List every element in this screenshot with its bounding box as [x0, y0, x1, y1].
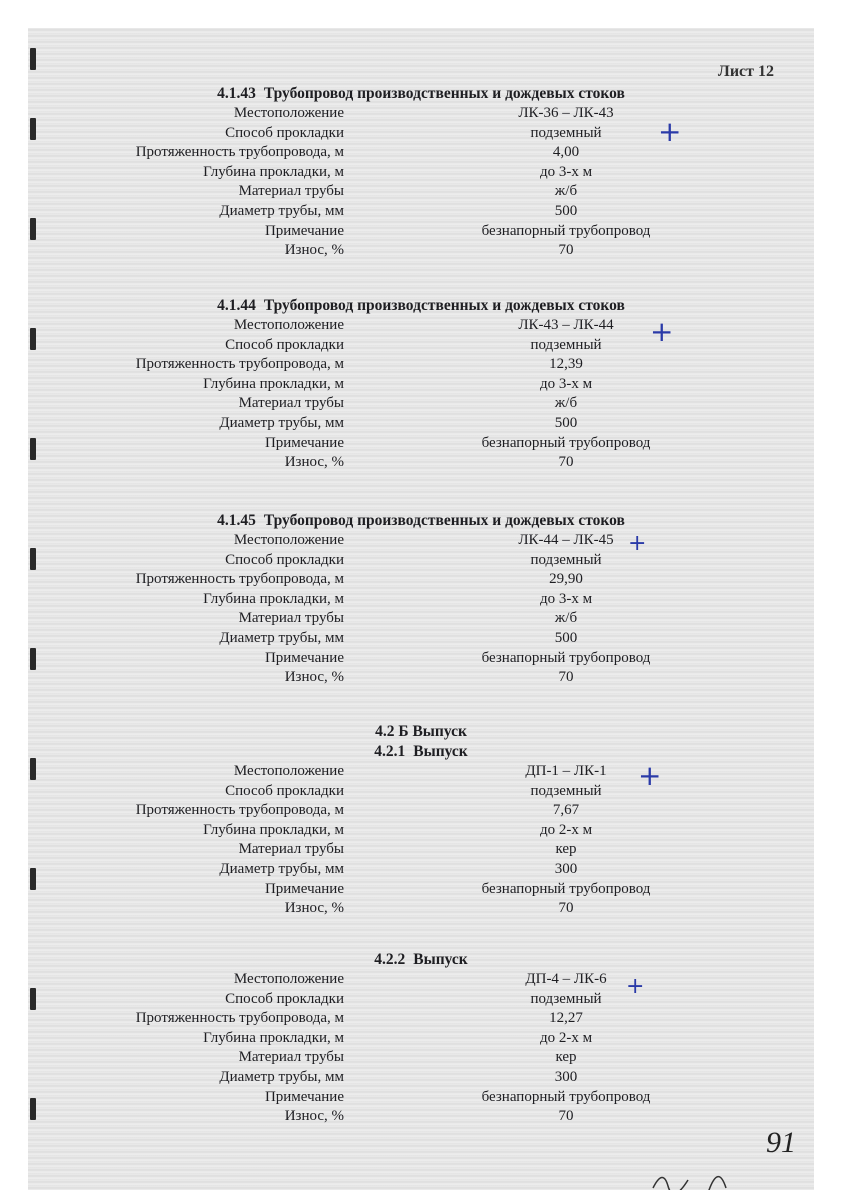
field-label: Глубина прокладки, м [203, 590, 344, 607]
field-label: Местоположение [233, 532, 344, 548]
field-value: кер [555, 841, 577, 858]
field-label: Диаметр трубы, мм [219, 860, 344, 877]
handwritten-page-number: 91 [766, 1126, 796, 1159]
field-value: до 2-х м [539, 821, 593, 838]
field-label: Примечание [264, 649, 344, 666]
field-label: Примечание [264, 1088, 344, 1105]
field-row [28, 590, 814, 610]
field-label: Протяженность трубопровода, м [135, 1010, 344, 1027]
handwritten-check-mark: + [628, 531, 647, 556]
field-row [28, 163, 814, 183]
field-label: Глубина прокладки, м [203, 375, 344, 392]
handwritten-check-mark: + [650, 315, 674, 348]
section-heading [28, 84, 814, 104]
field-row [28, 336, 814, 356]
field-label: Способ прокладки [225, 124, 344, 141]
field-label: Износ, % [284, 242, 344, 259]
field-value: до 3-х м [539, 590, 593, 607]
field-row [28, 1048, 814, 1068]
section-heading [28, 742, 814, 762]
section-title: Трубопровод производственных и дождевых стоков [263, 512, 625, 529]
field-value: 29,90 [549, 571, 583, 588]
field-row [28, 668, 814, 688]
field-row [28, 880, 814, 900]
field-value: безнапорный трубопровод [481, 649, 651, 666]
field-value: 12,27 [549, 1010, 583, 1027]
field-row [28, 241, 814, 261]
section-4-2-2 [28, 950, 814, 1127]
field-value: 70 [558, 454, 574, 471]
field-label: Местоположение [233, 105, 344, 121]
section-title: Выпуск [413, 743, 468, 760]
field-value: безнапорный трубопровод [481, 1088, 651, 1105]
document-page [28, 28, 814, 1190]
section-title: Трубопровод производственных и дождевых стоков [263, 297, 625, 314]
section-title: Выпуск [413, 951, 468, 968]
section-number: 4.2.1 [374, 743, 406, 760]
field-value: ДП-1 – ЛК-1 [525, 763, 607, 779]
field-value: до 3-х м [539, 163, 593, 180]
field-row [28, 182, 814, 202]
field-row [28, 570, 814, 590]
field-value: 70 [558, 1108, 574, 1125]
field-label: Диаметр трубы, мм [219, 1068, 344, 1085]
field-value: кер [555, 1049, 577, 1066]
binder-hole [30, 48, 36, 70]
section-number: 4.1.45 [217, 512, 256, 529]
field-row [28, 394, 814, 414]
field-row [28, 434, 814, 454]
field-value: 70 [558, 669, 574, 686]
field-label: Износ, % [284, 900, 344, 917]
field-row [28, 355, 814, 375]
field-row [28, 970, 814, 990]
field-label: Глубина прокладки, м [203, 821, 344, 838]
section-heading [28, 511, 814, 531]
group-heading: 4.2 Б Выпуск [375, 723, 467, 740]
field-row [28, 222, 814, 242]
field-value: ж/б [554, 395, 578, 412]
field-row [28, 899, 814, 919]
field-row [28, 649, 814, 669]
field-label: Протяженность трубопровода, м [135, 144, 344, 161]
field-value: безнапорный трубопровод [481, 222, 651, 239]
field-value: подземный [530, 551, 602, 568]
field-value: 300 [554, 860, 578, 877]
field-value: до 2-х м [539, 1029, 593, 1046]
field-row [28, 551, 814, 571]
section-4-2-1 [28, 722, 814, 919]
field-row [28, 1088, 814, 1108]
field-row [28, 990, 814, 1010]
field-label: Материал трубы [238, 841, 344, 858]
field-label: Диаметр трубы, мм [219, 629, 344, 646]
field-value: 500 [554, 202, 578, 219]
field-value: ЛК-36 – ЛК-43 [518, 105, 614, 121]
field-value: подземный [530, 124, 602, 141]
field-value: ЛК-44 – ЛК-45 [518, 532, 614, 548]
section-heading [28, 296, 814, 316]
field-row [28, 375, 814, 395]
field-row [28, 609, 814, 629]
field-label: Глубина прокладки, м [203, 163, 344, 180]
field-row [28, 782, 814, 802]
field-row [28, 860, 814, 880]
sheet-label: Лист 12 [717, 63, 774, 80]
field-value: 12,39 [549, 356, 583, 373]
section-4-1-45 [28, 511, 814, 688]
field-row [28, 316, 814, 336]
field-label: Местоположение [233, 971, 344, 987]
field-label: Способ прокладки [225, 551, 344, 568]
field-value: подземный [530, 990, 602, 1007]
section-number: 4.1.43 [217, 85, 256, 102]
field-label: Способ прокладки [225, 782, 344, 799]
field-label: Износ, % [284, 454, 344, 471]
field-label: Материал трубы [238, 183, 344, 200]
field-value: ж/б [554, 183, 578, 200]
field-label: Материал трубы [238, 395, 344, 412]
field-row [28, 1029, 814, 1049]
field-row [28, 629, 814, 649]
section-heading [28, 950, 814, 970]
field-label: Протяженность трубопровода, м [135, 356, 344, 373]
field-label: Местоположение [233, 763, 344, 779]
field-row [28, 1107, 814, 1127]
field-row [28, 1068, 814, 1088]
field-row [28, 104, 814, 124]
field-label: Материал трубы [238, 610, 344, 627]
handwritten-check-mark: + [626, 974, 645, 999]
field-row [28, 143, 814, 163]
field-label: Износ, % [284, 1108, 344, 1125]
field-row [28, 453, 814, 473]
field-value: ж/б [554, 610, 578, 627]
field-value: 300 [554, 1068, 578, 1085]
field-row [28, 821, 814, 841]
field-value: до 3-х м [539, 375, 593, 392]
field-label: Примечание [264, 222, 344, 239]
field-label: Глубина прокладки, м [203, 1029, 344, 1046]
field-value: 7,67 [552, 802, 580, 819]
field-value: 500 [554, 629, 578, 646]
signature-scribble [648, 1158, 748, 1190]
field-label: Материал трубы [238, 1049, 344, 1066]
section-number: 4.2.2 [374, 951, 406, 968]
section-number: 4.1.44 [217, 297, 256, 314]
field-label: Диаметр трубы, мм [219, 414, 344, 431]
field-label: Местоположение [233, 317, 344, 333]
handwritten-check-mark: + [658, 115, 682, 148]
field-row [28, 840, 814, 860]
field-row [28, 1009, 814, 1029]
field-value: 70 [558, 242, 574, 259]
field-value: подземный [530, 336, 602, 353]
field-row [28, 801, 814, 821]
field-label: Диаметр трубы, мм [219, 202, 344, 219]
field-value: 4,00 [552, 144, 580, 161]
field-value: подземный [530, 782, 602, 799]
field-row [28, 762, 814, 782]
section-title: Трубопровод производственных и дождевых стоков [263, 85, 625, 102]
field-value: 500 [554, 414, 578, 431]
field-label: Примечание [264, 880, 344, 897]
field-value: ДП-4 – ЛК-6 [525, 971, 607, 987]
field-label: Протяженность трубопровода, м [135, 571, 344, 588]
field-label: Протяженность трубопровода, м [135, 802, 344, 819]
section-4-1-44 [28, 296, 814, 473]
field-row [28, 202, 814, 222]
field-label: Износ, % [284, 669, 344, 686]
field-value: ЛК-43 – ЛК-44 [518, 317, 614, 333]
field-row [28, 124, 814, 144]
field-value: безнапорный трубопровод [481, 434, 651, 451]
field-label: Способ прокладки [225, 990, 344, 1007]
field-value: безнапорный трубопровод [481, 880, 651, 897]
section-4-1-43 [28, 84, 814, 261]
handwritten-check-mark: + [638, 759, 662, 792]
field-value: 70 [558, 900, 574, 917]
field-row [28, 531, 814, 551]
field-label: Примечание [264, 434, 344, 451]
field-label: Способ прокладки [225, 336, 344, 353]
field-row [28, 414, 814, 434]
